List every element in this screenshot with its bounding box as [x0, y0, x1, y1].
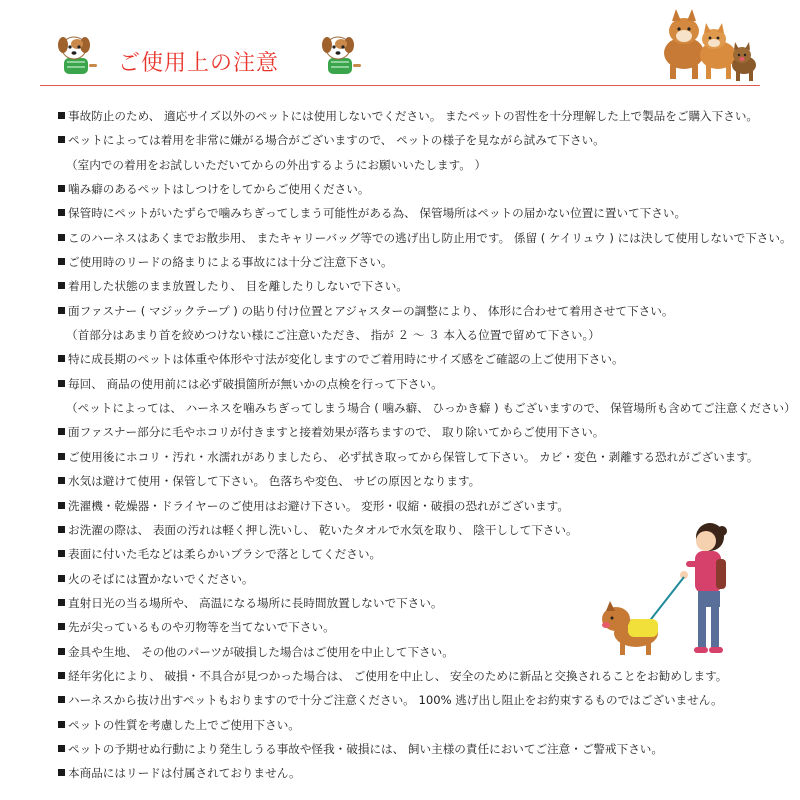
square-bullet-icon [58, 721, 65, 728]
note-text: ペットの予期せぬ行動により発生しうる事故や怪我・破損には、 飼い主様の責任においてご注意・ご警戒下さい。 [68, 741, 663, 756]
note-text: ご使用後にホコリ・汚れ・水濡れがありましたら、 必ず拭き取ってから保管して下さい。 カビ・変色・剥離する恐れがございます。 [68, 449, 759, 464]
note-item [58, 737, 758, 761]
square-bullet-icon [58, 282, 65, 289]
square-bullet-icon [58, 623, 65, 630]
note-text: ペットによっては着用を非常に嫌がる場合がございますので、 ペットの様子を見ながら試みて下さい。 [68, 133, 605, 148]
girl-walking-dog-icon [598, 515, 748, 665]
note-item [58, 396, 796, 420]
note-item [58, 761, 758, 785]
square-bullet-icon [58, 575, 65, 582]
note-item [58, 250, 758, 274]
square-bullet-icon [58, 526, 65, 533]
title-divider [40, 85, 760, 86]
note-text: ハーネスから抜け出すペットもおりますので十分ご注意ください。 100% 逃げ出し阻止をお約束するものではございません。 [68, 693, 723, 708]
note-text: 特に成長期のペットは体重や体形や寸法が変化しますのでご着用時にサイズ感をご確認の上ご使用下さい。 [68, 352, 624, 367]
note-text: 洗濯機・乾燥器・ドライヤーのご使用はお避け下さい。 変形・収縮・破損の恐れがございます。 [68, 498, 569, 513]
note-item [58, 128, 758, 152]
note-text: （ペットによっては、 ハーネスを噛みちぎってしまう場合 ( 噛み癖、 ひっかき癖 ) もございますので、 保管場所も含めてご注意ください） [66, 401, 796, 416]
square-bullet-icon [58, 745, 65, 752]
square-bullet-icon [58, 428, 65, 435]
note-text: お洗濯の際は、 表面の汚れは軽く押し洗いし、 乾いたタオルで水気を取り、 陰干しして下さい。 [68, 522, 578, 537]
note-item [58, 469, 758, 493]
note-text: 金具や生地、 その他のパーツが破損した場合はご使用を中止して下さい。 [68, 644, 454, 659]
note-item [58, 104, 758, 128]
note-text: 経年劣化により、 破損・不具合が見つかった場合は、 ご使用を中止し、 安全のために新品と交換されることをお勧めします。 [68, 668, 728, 683]
note-text: （首部分はあまり首を絞めつけない様にご注意いただき、 指が ２ ～ ３ 本入る位置で留めて下さい。） [66, 328, 600, 343]
square-bullet-icon [58, 136, 65, 143]
square-bullet-icon [58, 380, 65, 387]
note-text: 保管時にペットがいたずらで噛みちぎってしまう可能性がある為、 保管場所はペットの届かない位置に置いて下さい。 [68, 206, 687, 221]
note-item [58, 323, 758, 347]
note-text: ご使用時のリードの絡まりによる事故には十分ご注意下さい。 [68, 255, 393, 270]
square-bullet-icon [58, 355, 65, 362]
note-text: 毎回、 商品の使用前には必ず破損箇所が無いかの点検を行って下さい。 [68, 376, 443, 391]
note-item [58, 688, 758, 712]
page-title: ご使用上の注意 [118, 51, 280, 76]
note-item [58, 445, 758, 469]
note-text: 表面に付いた毛などは柔らかいブラシで落としてください。 [68, 547, 382, 562]
square-bullet-icon [58, 258, 65, 265]
square-bullet-icon [58, 599, 65, 606]
note-item [58, 347, 758, 371]
notes-list [58, 104, 796, 786]
note-text: 直射日光の当る場所や、 高温になる場所に長時間放置しないで下さい。 [68, 595, 443, 610]
note-item [58, 153, 758, 177]
square-bullet-icon [58, 769, 65, 776]
note-item [58, 713, 758, 737]
note-text: ペットの性質を考慮した上でご使用下さい。 [68, 717, 300, 732]
note-item [58, 664, 758, 688]
note-item [58, 177, 758, 201]
note-text: 水気は避けて使用・保管して下さい。 色落ちや変色、 サビの原因となります。 [68, 474, 481, 489]
note-item [58, 372, 758, 396]
note-text: 面ファスナー部分に毛やホコリが付きますと接着効果が落ちますので、 取り除いてからご使用下さい。 [68, 425, 605, 440]
square-bullet-icon [58, 112, 65, 119]
note-item [58, 420, 758, 444]
square-bullet-icon [58, 672, 65, 679]
note-text: 噛み癖のあるペットはしつけをしてからご使用ください。 [68, 182, 370, 197]
square-bullet-icon [58, 209, 65, 216]
note-text: 本商品にはリードは付属されておりません。 [68, 766, 301, 781]
note-item [58, 226, 792, 250]
square-bullet-icon [58, 502, 65, 509]
note-item [58, 201, 758, 225]
square-bullet-icon [58, 453, 65, 460]
note-text: 着用した状態のまま放置したり、 目を離したりしないで下さい。 [68, 279, 408, 294]
note-text: 面ファスナー ( マジックテープ ) の貼り付け位置とアジャスターの調整により、 体形に合わせて着用させて下さい。 [68, 303, 674, 318]
note-text: 事故防止のため、 適応サイズ以外のペットには使用しないでください。 またペットの習性を十分理解した上で製品をご購入下さい。 [68, 109, 759, 123]
dog-in-sweater-icon [314, 30, 364, 78]
note-text: このハーネスはあくまでお散歩用、 またキャリーバッグ等での逃げ出し防止用です。 係留 ( ケイリュウ ) には決して使用しないで下さい。 [68, 230, 792, 245]
note-text: 火のそばには置かないでください。 [68, 571, 254, 586]
note-text: （室内での着用をお試しいただいてからの外出するようにお願いいたします。 ） [66, 157, 487, 172]
note-text: 先が尖っているものや刃物等を当てないで下さい。 [68, 620, 335, 635]
square-bullet-icon [58, 185, 65, 192]
square-bullet-icon [58, 648, 65, 655]
note-item [58, 299, 758, 323]
dog-in-sweater-icon [50, 30, 100, 78]
square-bullet-icon [58, 234, 65, 241]
square-bullet-icon [58, 477, 65, 484]
square-bullet-icon [58, 696, 65, 703]
square-bullet-icon [58, 307, 65, 314]
dogs-group-icon [654, 5, 759, 85]
square-bullet-icon [58, 550, 65, 557]
note-item [58, 274, 758, 298]
header [0, 0, 800, 95]
